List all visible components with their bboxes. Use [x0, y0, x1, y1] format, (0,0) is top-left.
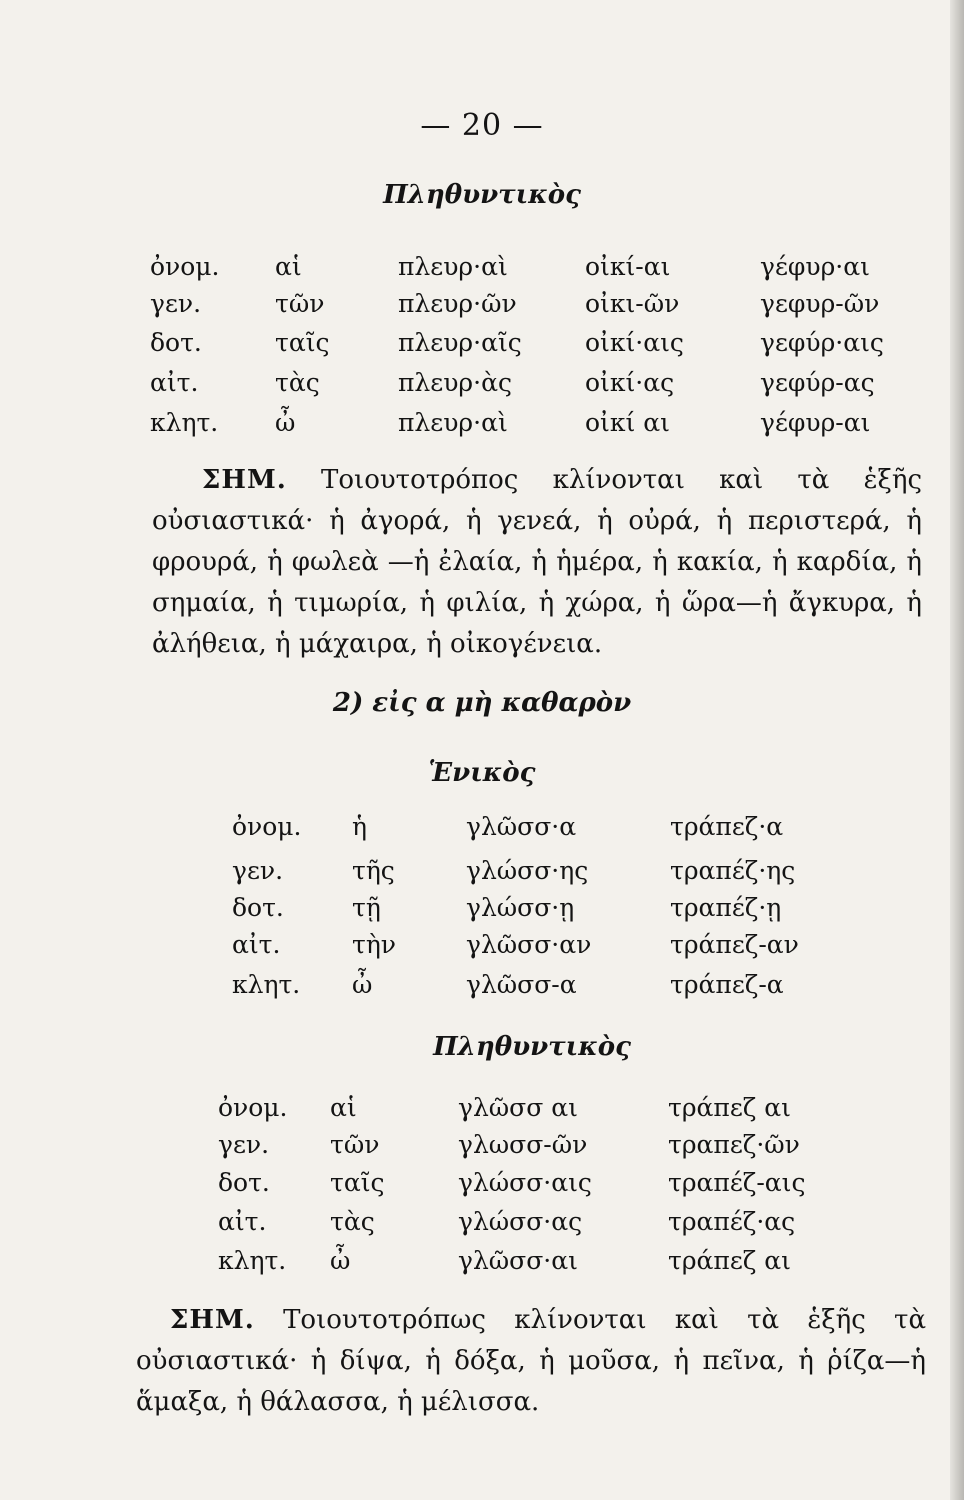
article: ταῖς — [275, 328, 330, 357]
case-label: αἰτ. — [218, 1207, 267, 1236]
form-trapeza: τραπέζ-αις — [668, 1168, 806, 1197]
form-pleura: πλευρ·αὶ — [398, 252, 508, 281]
note-paragraph-2 — [136, 1300, 926, 1423]
form-glossa: γλῶσσ·αν — [466, 930, 592, 959]
article: ἡ — [352, 812, 367, 841]
form-trapeza: τράπεζ αι — [668, 1246, 791, 1275]
form-glossa: γλωσσ-ῶν — [458, 1130, 588, 1159]
table-row — [0, 856, 964, 892]
note-label: ΣΗΜ. — [202, 465, 287, 495]
form-oikia: οἰκί-αι — [585, 252, 671, 281]
form-pleura: πλευρ·ῶν — [398, 289, 517, 318]
table-row — [0, 408, 964, 444]
case-label: κλητ. — [232, 970, 301, 999]
form-gefyra: γεφύρ·αις — [760, 328, 884, 357]
article: αἱ — [330, 1093, 357, 1122]
case-label: ὀνομ. — [232, 812, 302, 841]
article: αἱ — [275, 252, 302, 281]
case-label: ὀνομ. — [150, 252, 220, 281]
form-trapeza: τράπεζ-α — [670, 970, 784, 999]
case-label: δοτ. — [218, 1168, 270, 1197]
note-paragraph-1 — [152, 460, 922, 665]
case-label: γεν. — [150, 289, 202, 318]
article: ὦ — [352, 970, 373, 999]
table-row — [0, 328, 964, 364]
article: τῆς — [352, 856, 395, 885]
article: τῶν — [275, 289, 325, 318]
table-row — [0, 1207, 964, 1243]
form-glossa: γλῶσσ·α — [466, 812, 577, 841]
case-label: κλητ. — [218, 1246, 287, 1275]
article: ὦ — [275, 408, 296, 437]
form-gefyra: γεφυρ-ῶν — [760, 289, 880, 318]
form-gefyra: γέφυρ-αι — [760, 408, 871, 437]
table-row — [0, 970, 964, 1006]
article: τὴν — [352, 930, 397, 959]
article: τῇ — [352, 893, 381, 922]
section-heading-plural: Πληθυντικὸς — [383, 180, 581, 210]
article: ταῖς — [330, 1168, 385, 1197]
table-row — [0, 1130, 964, 1166]
subsection-title: 2) εἰς α μὴ καθαρὸν — [332, 688, 632, 718]
form-trapeza: τράπεζ αι — [668, 1093, 791, 1122]
form-oikia: οἰκί·αις — [585, 328, 684, 357]
form-oikia: οἰκι-ῶν — [585, 289, 680, 318]
article: ὦ — [330, 1246, 351, 1275]
form-glossa: γλώσσ·ης — [466, 856, 589, 885]
form-oikia: οἰκί αι — [585, 408, 670, 437]
article: τὰς — [275, 368, 320, 397]
case-label: γεν. — [232, 856, 284, 885]
form-trapeza: τραπέζ·ῃ — [670, 893, 782, 922]
table-row — [0, 930, 964, 966]
case-label: γεν. — [218, 1130, 270, 1159]
table-row — [0, 812, 964, 848]
case-label: αἰτ. — [150, 368, 199, 397]
form-glossa: γλῶσσ-α — [466, 970, 577, 999]
form-glossa: γλώσσ·αις — [458, 1168, 592, 1197]
form-pleura: πλευρ·ὰς — [398, 368, 512, 397]
table-row — [0, 893, 964, 929]
section-heading-plural-2: Πληθυντικὸς — [433, 1032, 631, 1062]
form-gefyra: γέφυρ·αι — [760, 252, 870, 281]
note-text: Τοιουτοτρόπος κλίνονται καὶ τὰ ἑξῆς οὐσιαστικά· ἡ ἀγορά, ἡ γενεά, ἡ οὐρά, ἡ περιστερά, ἡ φρουρά, ἡ φωλεὰ —ἡ ἐλαία, ἡ ἡμέρα, ἡ κακία, ἡ καρδία, ἡ σημαία, ἡ τιμωρία, ἡ φιλία, ἡ χώρα, ἡ ὥρα—ἡ ἄγκυρα, ἡ ἀλήθεια, ἡ μάχαιρα, ἡ οἰκογένεια. — [152, 465, 923, 659]
page-number: — 20 — — [420, 108, 544, 143]
article: τὰς — [330, 1207, 375, 1236]
case-label: κλητ. — [150, 408, 219, 437]
form-glossa: γλώσσ·ας — [458, 1207, 583, 1236]
table-row — [0, 1246, 964, 1282]
case-label: ὀνομ. — [218, 1093, 288, 1122]
form-pleura: πλευρ·αῖς — [398, 328, 522, 357]
form-trapeza: τραπεζ·ῶν — [668, 1130, 800, 1159]
article: τῶν — [330, 1130, 380, 1159]
table-row — [0, 252, 964, 288]
note-text: Τοιουτοτρόπως κλίνονται καὶ τὰ ἑξῆς τὰ οὐσιαστικά· ἡ δίψα, ἡ δόξα, ἡ μοῦσα, ἡ πεῖνα, ἡ ῥίζα—ἡ ἅμαξα, ἡ θάλασσα, ἡ μέλισσα. — [136, 1305, 926, 1417]
case-label: δοτ. — [232, 893, 284, 922]
form-glossa: γλῶσσ αι — [458, 1093, 578, 1122]
form-trapeza: τραπέζ·ης — [670, 856, 796, 885]
note-label: ΣΗΜ. — [170, 1305, 255, 1335]
table-row — [0, 1168, 964, 1204]
form-glossa: γλώσσ·ῃ — [466, 893, 575, 922]
form-gefyra: γεφύρ-ας — [760, 368, 875, 397]
case-label: αἰτ. — [232, 930, 281, 959]
section-heading-singular: Ἑνικὸς — [428, 758, 536, 788]
form-trapeza: τράπεζ-αν — [670, 930, 799, 959]
table-row — [0, 1093, 964, 1129]
case-label: δοτ. — [150, 328, 202, 357]
form-pleura: πλευρ·αὶ — [398, 408, 508, 437]
form-trapeza: τραπέζ·ας — [668, 1207, 796, 1236]
form-trapeza: τράπεζ·α — [670, 812, 784, 841]
form-glossa: γλῶσσ·αι — [458, 1246, 578, 1275]
table-row — [0, 368, 964, 404]
form-oikia: οἰκί·ας — [585, 368, 675, 397]
table-row — [0, 289, 964, 325]
